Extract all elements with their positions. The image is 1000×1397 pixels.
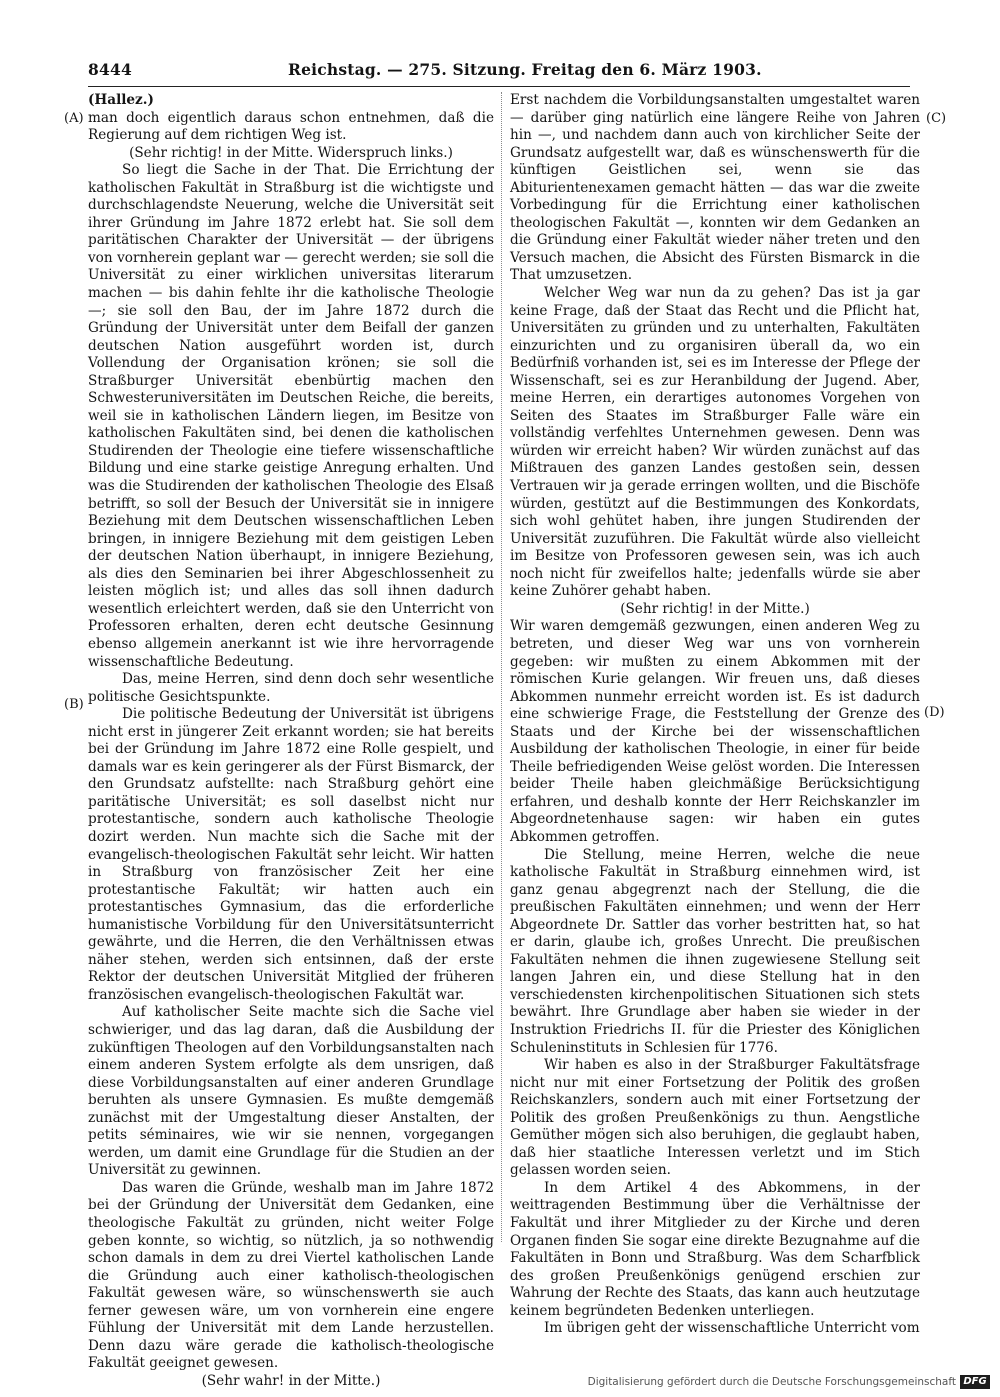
- page-header: [88, 60, 910, 82]
- credit-text: Digitalisierung gefördert durch die Deutsche Forschungsgemeinschaft: [587, 1376, 956, 1388]
- paragraph: Die Stellung, meine Herren, welche die neue katholische Fakultät in Straßburg einnehmen wird, ist ganz genau abgegrenzt nach der Stellung, die die preußischen Fakultäten einnehmen; und wenn der Herr Abgeordnete Dr. Sattler das vorher bestritten hat, so hat er darin, glaube ich, großes Unrecht. Die preußischen Fakultäten nehmen die ihnen zugewiesene Stellung seit langen Jahren ein, und diese Stellung hat in den verschiedensten kirchenpolitischen Situationen sich stets bewährt. Ihre Grundlage aber haben sie wieder in der Instruktion Friedrichs II. für die Priester des Königlichen Schuleninstituts in Schlesien für 1776.: [510, 846, 920, 1056]
- page-number: 8444: [88, 60, 132, 79]
- paragraph: Das waren die Gründe, weshalb man im Jahre 1872 bei der Gründung der Universität dem Gedanken, eine theologische Fakultät zu gründen, nicht weiter Folge geben konnte, so wichtig, so nützlich, ja so nothwendig schon damals in dem zu drei Viertel katholischen Lande die Gründung auch einer katholisch-theologischen Fakultät gewesen wäre, so wünschenswerth sie auch ferner gewesen wäre, um von vornherein eine engere Fühlung der Universität mit dem Lande herzustellen. Denn dazu wäre gerade die katholisch-theologische Fakultät geeignet gewesen.: [88, 1179, 494, 1372]
- paragraph: Im übrigen geht der wissenschaftliche Unterricht vom: [544, 1320, 920, 1337]
- interjection: (Sehr wahr! in der Mitte.): [201, 1372, 381, 1389]
- header-title: Reichstag. — 275. Sitzung. Freitag den 6. März 1903.: [288, 60, 762, 79]
- paragraph: So liegt die Sache in der That. Die Errichtung der katholischen Fakultät in Straßburg ist die wichtigste und durchschlagendste Neuerung, welche die Universität seit ihrer Gründung im Jahre 1872 erlebt hat. Sie soll dem paritätischen Charakter der Universität — der übrigens von vornherein geplant war — gerecht werden; sie soll die Universität zu einer wirklichen universitas literarum machen — bis dahin fehlte ihr die katholische Theologie —; sie soll den Bau, der im Jahre 1872 durch die Gründung der Universität unter dem Beifall der ganzen deutschen Nation ausgeführt worden ist, durch Vollendung der Organisation krönen; sie soll die Straßburger Universität ebenbürtig machen den Schwesteruniversitäten im Deutschen Reiche, die bereits, weil sie in katholischen Ländern liegen, im Besitze von katholischen Fakultäten sind, bei denen die katholischen Studirenden der Theologie eine tiefere wissenschaftliche Bildung und eine starke geistige Anregung erhalten. Und was die Studirenden der katholischen Theologie des Elsaß betrifft, so soll der Besuch der Universität sie in innigere Beziehung mit dem Deutschen wissenschaftlichen Leben bringen, in innigere Beziehung mit dem geistigen Leben der deutschen Nation überhaupt, in innigere Beziehung, als dies den Seminarien bei ihrer Abgeschlossenheit zu leisten möglich ist; und alles das soll ihnen dadurch wesentlich erleichtert werden, daß sie den Unterricht von Professoren erhalten, deren echt deutsche Gesinnung ebenso allgemein anerkannt ist wie ihre hervorragende wissenschaftliche Bedeutung.: [88, 162, 494, 670]
- speaker-name: (Hallez.): [88, 92, 154, 108]
- paragraph: Auf katholischer Seite machte sich die Sache viel schwieriger, und das lag daran, daß die Ausbildung der zukünftigen Theologen auf den Vorbildungsanstalten nach einem anderen System erfolgte als dem unsrigen, daß diese Vorbildungsanstalten auf einer anderen Grundlage beruhten als unsere Gymnasien. Es mußte demgemäß zunächst mit der Umgestaltung dieser Anstalten, der petits séminaires, wie wir sie nennen, vorgegangen werden, um damit eine Grundlage für die Studien an der Universität zu gewinnen.: [88, 1004, 494, 1179]
- paragraph: Wir waren demgemäß gezwungen, einen anderen Weg zu betreten, und dieser Weg war uns von vornherein gegeben: wir mußten zu einem Abkommen mit der römischen Kurie gelangen. Wir freuen uns, daß dieses Abkommen nunmehr erreicht worden ist. Es ist dadurch eine schwierige Frage, die Feststellung der Grenze des Staats und der Kirche bei der wissenschaftlichen Ausbildung der katholischen Theologie, in einer für beide Theile befriedigenden Weise gelöst worden. Die Interessen beider Theile haben gleichmäßige Berücksichtigung erfahren, und deshalb konnte der Herr Reichskanzler im Abgeordnetenhause sagen: wir haben ein gutes Abkommen getroffen.: [510, 618, 920, 845]
- interjection: (Sehr richtig! in der Mitte. Widerspruch links.): [129, 144, 453, 161]
- paragraph: Welcher Weg war nun da zu gehen? Das ist ja gar keine Frage, daß der Staat das Recht und die Pflicht hat, Universitäten zu gründen und zu unterhalten, Fakultäten einzurichten und zu organisiren überall da, wo ein Bedürfniß vorhanden ist, sei es im Interesse der Pflege der Wissenschaft, sei es zur Heranbildung der Jugend. Aber, meine Herren, ein derartiges autonomes Vorgehen von Seiten des Staates im Straßburger Falle wäre ein vollständig verfehltes Unternehmen gewesen. Denn was würden wir erreicht haben? Wir würden zunächst auf das Mißtrauen des ganzen Landes gestoßen sein, dessen Vertrauen wir ja gerade erringen wollten, und die Bischöfe würden, gestützt auf die Bestimmungen des Konkordats, sich wohl gehütet haben, ihre jungen Studirenden der Universität zuzuführen. Die Fakultät würde also vielleicht im Besitze von Professoren gewesen sein, was ich auch noch nicht für zweifellos halte; jedenfalls würde sie aber keine Zuhörer gehabt haben.: [510, 285, 920, 600]
- paragraph: Die politische Bedeutung der Universität ist übrigens nicht erst in jüngerer Zeit erkannt worden; sie hat bereits bei der Gründung im Jahre 1872 eine Rolle gespielt, und damals war es kein geringerer als der Fürst Bismarck, der den Grundsatz aufstellte: nach Straßburg gehört eine paritätische Universität; es soll daselbst nicht nur protestantische, sondern auch katholische Theologie dozirt werden. Nun machte sich die Sache mit der evangelisch-theologischen Fakultät sehr leicht. Wir hatten in Straßburg von französischer Zeit her eine protestantische Fakultät; wir hatten auch ein protestantisches Gymnasium, das die erforderliche humanistische Vorbildung für den Universitätsunterricht gewährte, und die Herren, die den Verhältnissen etwas näher stehen, werden sich entsinnen, daß der erste Rektor der deutschen Universität Mitglied der früheren französischen evangelisch-theologischen Fakultät war.: [88, 706, 494, 1003]
- header-rule: [88, 86, 910, 87]
- paragraph: Erst nachdem die Vorbildungsanstalten umgestaltet waren — darüber ging natürlich eine längere Reihe von Jahren hin —, und nachdem dann auch von kirchlicher Seite der Grundsatz aufgestellt war, daß es wünschenswerth für die künftigen Geistlichen sei, wenn sie das Abiturientenexamen gemacht hätten — das war die zweite Vorbedingung für die Errichtung einer katholischen theologischen Fakultät —, konnten wir dem Gedanken an die Gründung einer Fakultät wieder näher treten und den Versuch machen, die Absicht des Fürsten Bismarck in die That umzusetzen.: [510, 92, 920, 284]
- margin-marker-b: (B): [64, 697, 84, 712]
- column-divider: [501, 92, 502, 1242]
- interjection: (Sehr richtig! in der Mitte.): [620, 600, 810, 617]
- dfg-logo: DFG: [960, 1375, 990, 1389]
- margin-marker-d: (D): [924, 705, 945, 720]
- right-column: [510, 92, 920, 1338]
- paragraph: man doch eigentlich daraus schon entnehmen, daß die Regierung auf dem richtigen Weg ist.: [88, 109, 494, 144]
- paragraph: Wir haben es also in der Straßburger Fakultätsfrage nicht nur mit einer Fortsetzung der Politik des großen Reichskanzlers, sondern auch mit einer Fortsetzung der Politik des großen Preußenkönigs zu thun. Aengstliche Gemüther mögen sich also beruhigen, die geglaubt haben, daß hier staatliche Interessen verletzt und im Stich gelassen worden seien.: [510, 1057, 920, 1179]
- left-column: [88, 92, 494, 1390]
- paragraph: Das, meine Herren, sind denn doch sehr wesentliche politische Gesichtspunkte.: [88, 671, 494, 705]
- paragraph: In dem Artikel 4 des Abkommens, in der weittragenden Bestimmung über die Verhältnisse der Fakultät und ihrer Mitglieder zu der Kirche und deren Organen finden Sie sogar eine direkte Bezugnahme auf die Fakultäten in Bonn und Straßburg. Was dem Scharfblick des großen Preußenkönigs genügend erschien zur Wahrung der Rechte des Staats, das kann auch heutzutage keinem begründeten Bedenken unterliegen.: [510, 1179, 920, 1319]
- digitization-credit: [587, 1375, 996, 1391]
- margin-marker-c: (C): [926, 111, 947, 126]
- margin-marker-a: (A): [64, 111, 84, 126]
